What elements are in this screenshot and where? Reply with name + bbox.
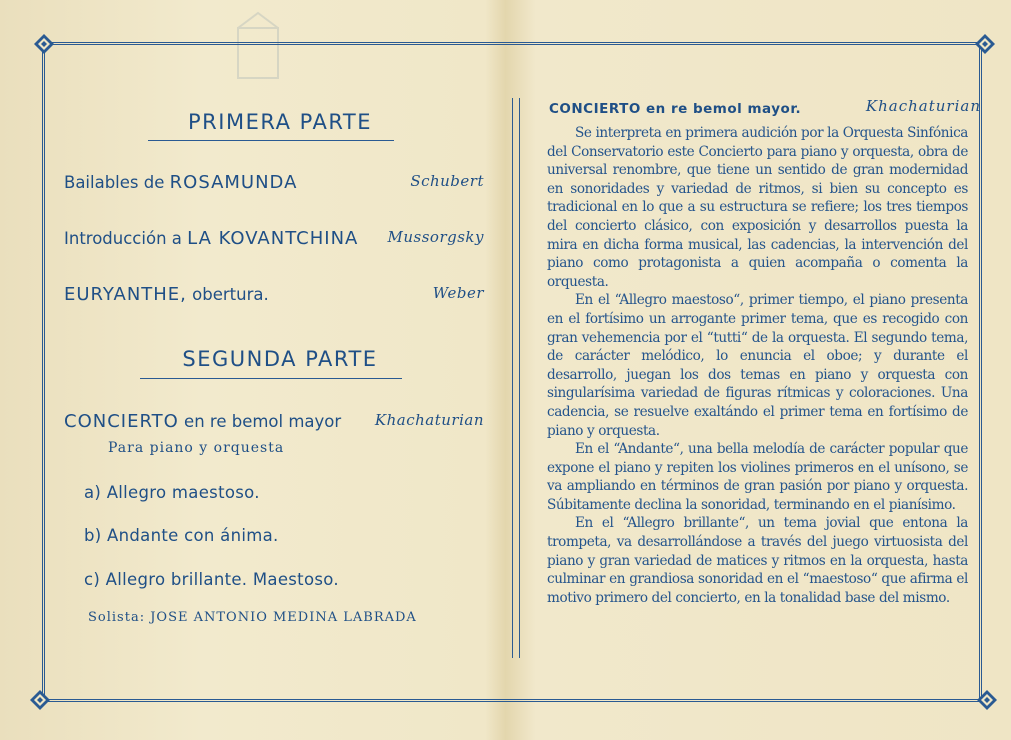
concerto-subtitle: Para piano y orquesta [108, 440, 285, 456]
program-composer: Khachaturian [374, 411, 484, 429]
program-composer: Weber [432, 284, 484, 302]
corner-ornament-icon [977, 690, 997, 710]
notes-header [549, 97, 983, 121]
program-item [64, 228, 484, 254]
notes-paragraph: Se interpreta en primera audición por la Orquesta Sinfónica del Conservatorio este Concierto para piano y orquesta, obra de universal renombre, que tiene un sentido de gran modernidad en sonoridades y variedad de ritmos, si bien su concepto es tradicional en lo que a su estructura se refiere; los tres tiempos del concierto clásico, con exposición y desarrollos puesta la mira en dicha forma musical, las cadencias, la intervención del piano como protagonista a quien acompaña o comenta la orquesta. [547, 125, 968, 290]
notes-paragraph: En el “Andante“, una bella melodía de carácter popular que expone el piano y repiten los violines primeros en el unísono, se va ampliando en términos de gran pasión por piano y orquesta. Súbitamente declina la sonoridad, terminando en el pianísimo. [547, 441, 968, 513]
notes-paragraph: En el “Allegro maestoso“, primer tiempo, el piano presenta en el fortísimo un arrogante primer tema, que es recogido con gran vehemencia por el “tutti“ de la orquesta. El segundo tema, de carácter melódico, lo enuncia el oboe; y durante el desarrollo, juegan los dos temas en piano y orquesta con singularísima variedad de figuras rítmicas y coloraciones. Una cadencia, se resuelve exaltándo el primer tema en fortísimo de piano y orquesta. [547, 292, 968, 439]
notes-paragraph: En el “Allegro brillante“, un tema jovial que entona la trompeta, va desarrollándose a través del juego virtuosista del piano y gran variedad de matices y ritmos en la orquesta, hasta culminar en grandiosa sonoridad en el “maestoso“ que afirma el motivo primero del concierto, en la tonalidad base del mismo. [547, 515, 968, 606]
program-work: CONCIERTO en re bemol mayor [64, 411, 342, 432]
program-composer: Mussorgsky [387, 228, 484, 246]
part2-underline [140, 378, 402, 379]
notes-composer: Khachaturian [865, 97, 981, 115]
part1-underline [148, 140, 394, 141]
program-notes [547, 124, 968, 607]
program-work: EURYANTHE, obertura. [64, 284, 269, 305]
program-work: Bailables de ROSAMUNDA [64, 172, 298, 193]
movement-item: b) Andante con ánima. [84, 526, 279, 545]
program-item [64, 172, 484, 198]
corner-ornament-icon [34, 34, 54, 54]
program-work: Introducción a LA KOVANTCHINA [64, 228, 359, 249]
notes-title: CONCIERTO en re bemol mayor. [549, 101, 802, 117]
part1-heading: PRIMERA PARTE [188, 110, 372, 134]
movement-item: c) Allegro brillante. Maestoso. [84, 570, 339, 589]
program-item [64, 284, 484, 310]
corner-ornament-icon [30, 690, 50, 710]
part2-heading: SEGUNDA PARTE [182, 347, 378, 371]
movement-item: a) Allegro maestoso. [84, 483, 260, 502]
column-divider [512, 98, 520, 658]
soloist-credit: Solista: JOSE ANTONIO MEDINA LABRADA [88, 610, 417, 625]
program-composer: Schubert [410, 172, 484, 190]
corner-ornament-icon [975, 34, 995, 54]
program-item [64, 411, 484, 437]
